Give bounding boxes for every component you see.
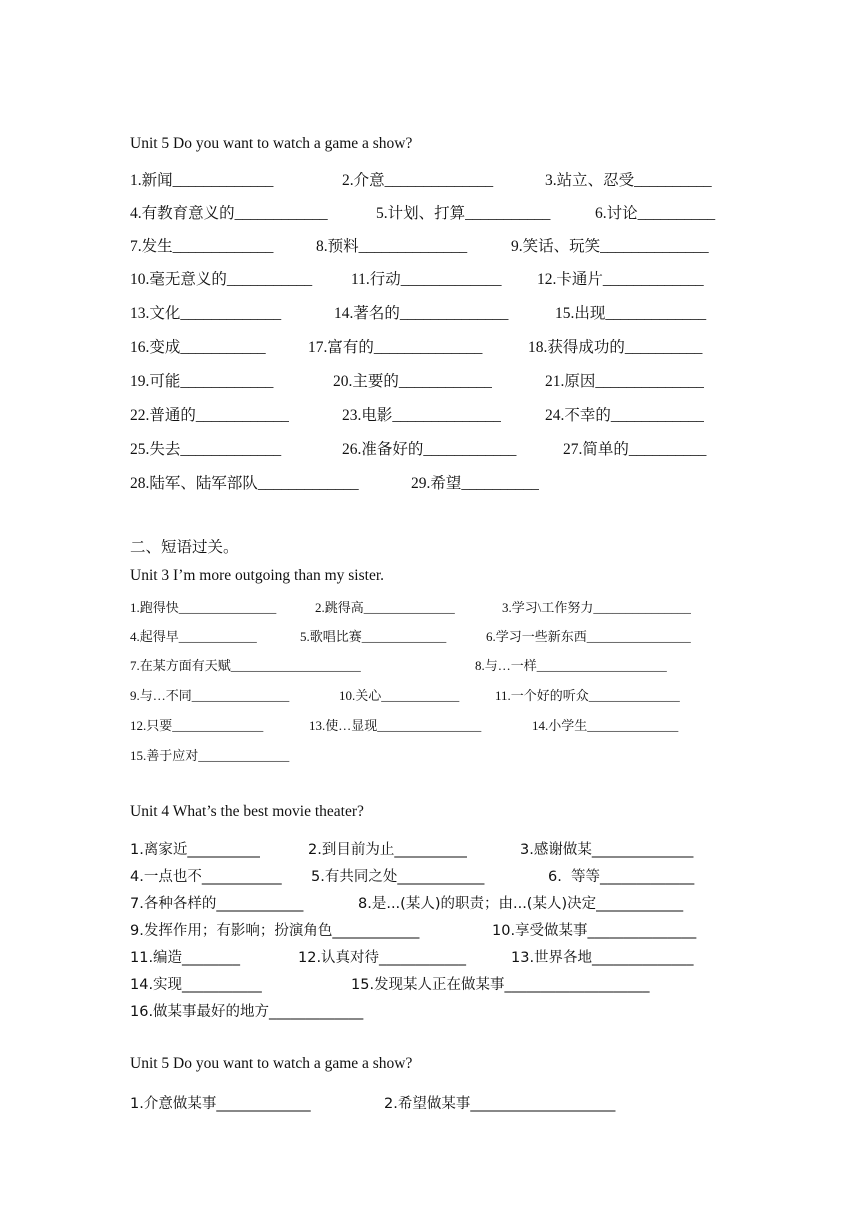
- phrase-row: 4.一点也不___________ 5.有共同之处____________ 6. 等等_____________: [130, 869, 695, 885]
- vocab-row: 22.普通的____________ 23.电影______________ 24.不幸的____________: [130, 407, 704, 424]
- section-heading-unit4: Unit 4 What’s the best movie theater?: [130, 803, 364, 820]
- vocab-row: 16.变成___________ 17.富有的______________ 18.获得成功的__________: [130, 339, 703, 356]
- vocab-row: 4.有教育意义的____________ 5.计划、打算___________ 6.讨论__________: [130, 205, 716, 222]
- phrase-row: 4.起得早____________ 5.歌唱比赛_____________ 6.学习一些新东西________________: [130, 629, 691, 644]
- phrase-row: 1.离家近__________ 2.到目前为止__________ 3.感谢做某______________: [130, 842, 694, 858]
- vocab-row: 1.新闻_____________ 2.介意______________ 3.站立、忍受__________: [130, 172, 712, 189]
- phrase-row: 1.跑得快_______________ 2.跳得高______________ 3.学习\工作努力_______________: [130, 600, 691, 615]
- phrase-row: 11.编造________ 12.认真对待____________ 13.世界各地______________: [130, 950, 694, 966]
- phrase-row: 9.与…不同_______________ 10.关心____________ 11.一个好的听众______________: [130, 688, 680, 703]
- phrase-row: 7.在某方面有天赋____________________ 8.与…一样____________________: [130, 658, 667, 673]
- phrase-row: 14.实现___________ 15.发现某人正在做某事____________________: [130, 977, 650, 993]
- phrase-row: 1.介意做某事_____________ 2.希望做某事____________________: [130, 1096, 616, 1112]
- vocab-row: 25.失去_____________ 26.准备好的____________ 27.简单的__________: [130, 441, 707, 458]
- phrase-row: 9.发挥作用；有影响；扮演角色____________ 10.享受做某事_______________: [130, 923, 697, 939]
- vocab-row: 19.可能____________ 20.主要的____________ 21.原因______________: [130, 373, 704, 390]
- vocab-row: 28.陆军、陆军部队_____________ 29.希望__________: [130, 475, 539, 492]
- phrase-row: 12.只要______________ 13.使…显现________________ 14.小学生______________: [130, 718, 679, 733]
- section-heading-unit3: Unit 3 I’m more outgoing than my sister.: [130, 567, 385, 584]
- vocab-row: 13.文化_____________ 14.著名的______________ 15.出现_____________: [130, 305, 707, 322]
- phrase-row: 7.各种各样的____________ 8.是...(某人)的职责；由...(某人)决定____________: [130, 896, 684, 912]
- vocab-row: 10.毫无意义的___________ 11.行动_____________ 12.卡通片_____________: [130, 271, 704, 288]
- vocab-row: 7.发生_____________ 8.预料______________ 9.笑话、玩笑______________: [130, 238, 709, 255]
- phrase-row: 16.做某事最好的地方_____________: [130, 1004, 364, 1020]
- section-heading-unit5-phrases: Unit 5 Do you want to watch a game a show?: [130, 1055, 413, 1072]
- part-two-title: 二、短语过关。: [130, 539, 239, 556]
- phrase-row: 15.善于应对______________: [130, 748, 290, 763]
- section-heading-unit5: Unit 5 Do you want to watch a game a show?: [130, 135, 413, 152]
